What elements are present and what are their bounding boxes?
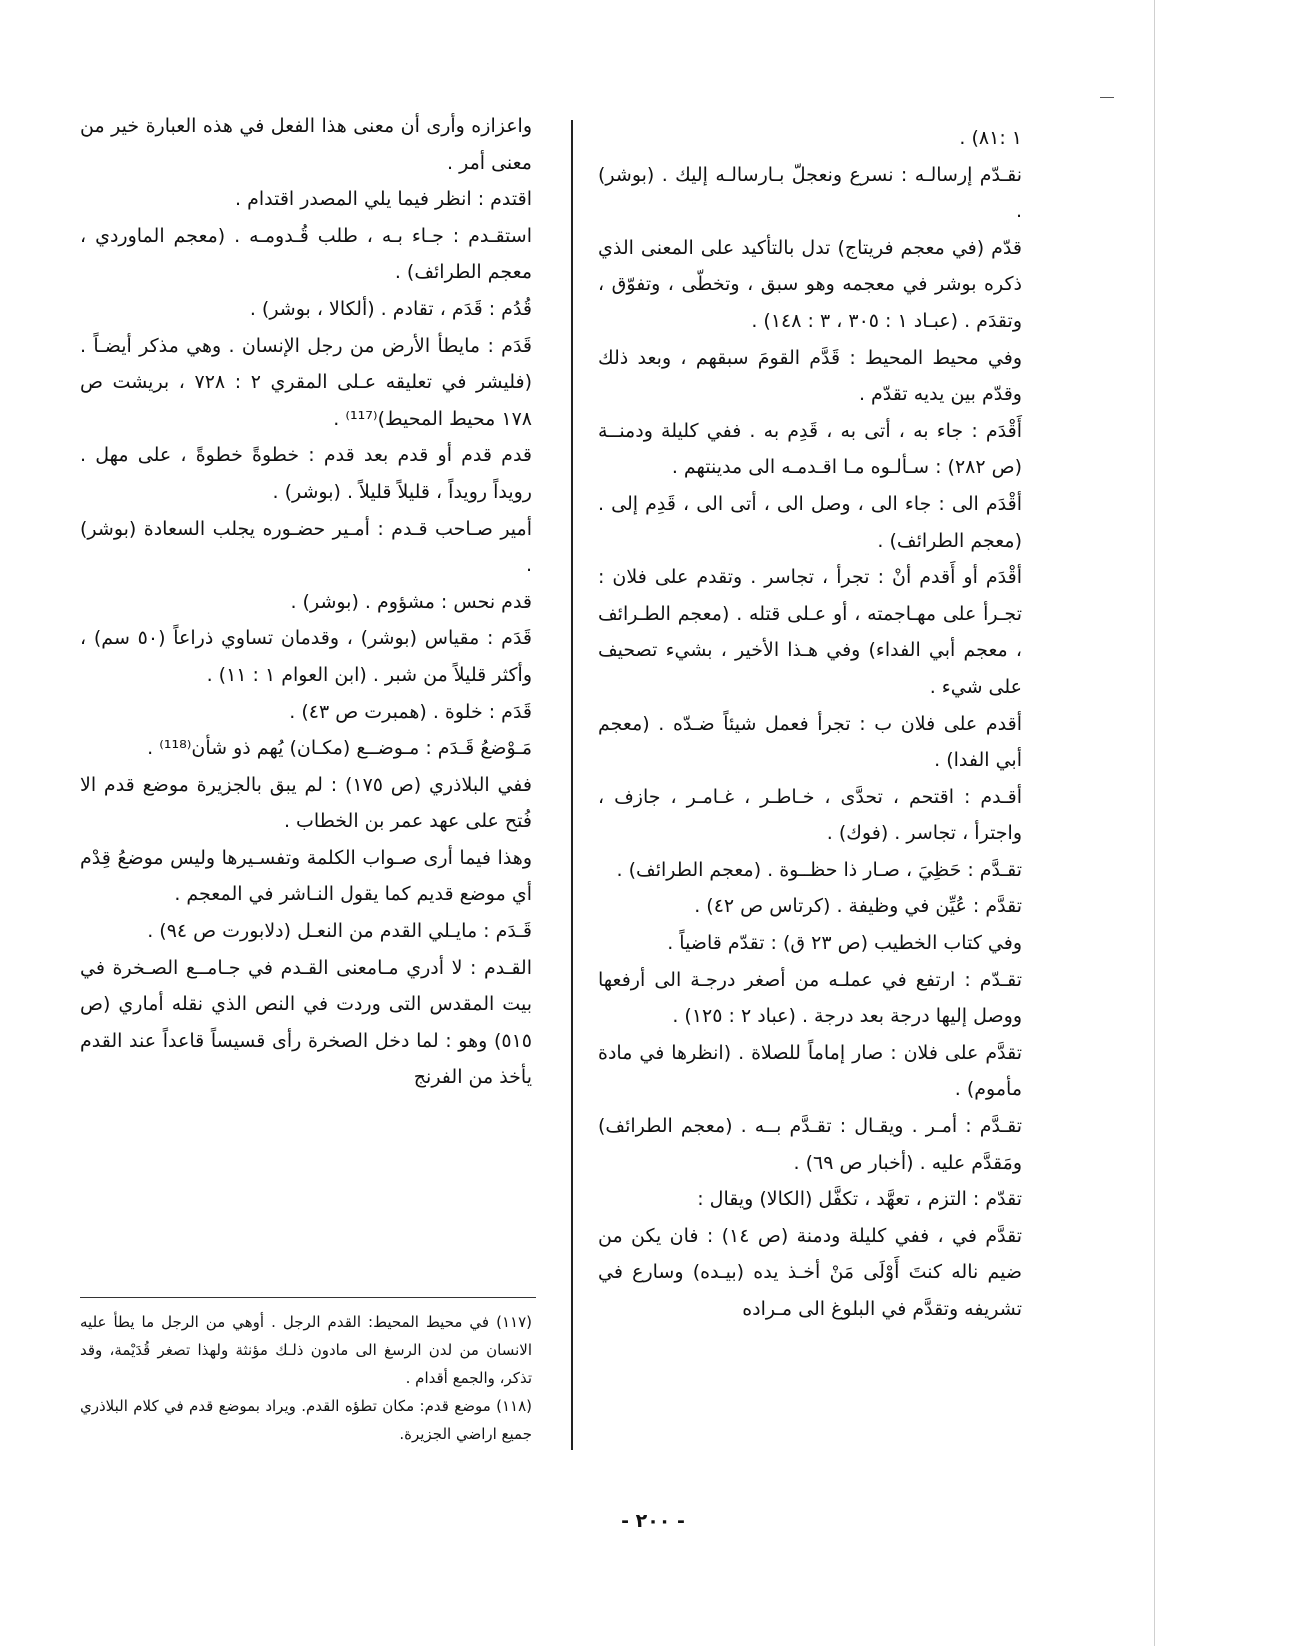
- paragraph: وفي كتاب الخطيب (ص ٢٣ ق) : تقدّم قاضياً .: [667, 932, 1022, 955]
- paragraph: تقدَّم في ، ففي كليلة ودمنة (ص ١٤) : فان يكن من ضيم ناله كنتَ أَوْلَى مَنْ أخـذ يده (بيـده) وسارع في تشريفه وتقدَّم في البلوغ الى مـراده: [598, 1224, 1022, 1320]
- paragraph: تقـدَّم : أمـر . ويقـال : تقـدَّم بــه . (معجم الطرائف) ومَقدَّم عليه . (أخبار ص ٦٩) .: [598, 1115, 1022, 1174]
- paragraph: أقْدَم الى : جاء الى ، وصل الى ، أتى الى ، قَدِم إلى . (معجم الطرائف) .: [598, 492, 1022, 552]
- paragraph: تقـدّم : ارتفع في عملـه من أصغر درجـة الى أرفعها ووصل إليها درجة بعد درجة . (عباد ٢ : ١٢٥) .: [598, 968, 1022, 1028]
- paragraph: أقـدم : اقتحم ، تحدَّى ، خـاطـر ، غـامـر ، جازف ، واجترأ ، تجاسر . (فوك) .: [598, 785, 1022, 845]
- paragraph: أَقْدَم : جاء به ، أتى به ، قَدِم به . ففي كليلة ودمنــة (ص ٢٨٢) : سـألـوه مـا اقـدمـه الى مدينتهم .: [598, 419, 1022, 479]
- paragraph: نقـدّم إرسالـه : نسرع ونعجلّ بـارسالـه إليك . (بوشر) .: [598, 163, 1022, 223]
- footnote-118: (١١٨) موضع قدم: مكان تطؤه القدم. ويراد بموضع قدم في كلام البلاذري جميع اراضي الجزيرة.: [80, 1397, 532, 1443]
- paragraph: أمير صـاحب قـدم : أمـير حضـوره يجلب السعادة (بوشر) .: [80, 517, 532, 577]
- paragraph: اقتدم : انظر فيما يلي المصدر اقتدام .: [235, 188, 532, 211]
- paragraph: تقدَّم : عُيِّن في وظيفة . (كرتاس ص ٤٢) .: [694, 895, 1022, 918]
- page-number: - ٢٠٠ -: [621, 1510, 685, 1532]
- paragraph: ففي البلاذري (ص ١٧٥) : لم يبق بالجزيرة موضع قدم الا فُتح على عهد عمر بن الخطاب .: [80, 773, 532, 833]
- left-column: [80, 108, 532, 1096]
- paragraph: وفي محيط المحيط : قَدَّم القومَ سبقهم ، وبعد ذلك وقدّم بين يديه تقدّم .: [598, 346, 1022, 406]
- paragraph: قَدَم : مايطأ الأرض من رجل الإنسان . وهي مذكر أيضـاً . (فليشر في تعليقه عـلى المقري ٢ : ٧٢٨ ، بريشت ص ١٧٨ محيط المحيط)⁽¹¹⁷⁾ .: [80, 334, 533, 430]
- footnote-117: (١١٧) في محيط المحيط: القدم الرجل . أوهي من الرجل ما يطأ عليه الانسان من لدن الرسغ الى مادون ذلـك مؤنثة ولهذا تصغر قُدَيْمة، وقد تذكر، والجمع أقدام .: [80, 1313, 532, 1387]
- paragraph: تقدّم : التزم ، تعهَّد ، تكفَّل (الكالا) ويقال :: [697, 1188, 1022, 1211]
- column-divider: [571, 120, 573, 1450]
- paragraph: أقْدَم أو أَقدم أنْ : تجرأ ، تجاسر . وتقدم على فلان : تجـرأ على مهـاجمته ، أو عـلى قتله . (معجم الطـرائف ، معجم أبي الفداء) وفي هـذا الأخير ، بشيء تصحيف على شيء .: [598, 566, 1022, 698]
- footnotes: [80, 1308, 532, 1448]
- paragraph: أقدم على فلان ب : تجرأ فعمل شيئاً ضـدّه . (معجم أبي الفدا) .: [598, 712, 1022, 772]
- paragraph: مَـوْضعُ قَـدَم : مـوضــع (مكـان) يُهم ذو شأن⁽¹¹⁸⁾ .: [147, 737, 532, 760]
- paragraph: قَـدَم : مايـلي القدم من النعـل (دلابورت ص ٩٤) .: [147, 920, 532, 943]
- paragraph: وهذا فيما أرى صـواب الكلمة وتفسـيرها وليس موضعُ قِدْم أي موضع قديم كما يقول النـاشر في المعجم .: [80, 846, 532, 906]
- paragraph: قدم قدم أو قدم بعد قدم : خطوةً خطوةً ، على مهل . رويداً رويداً ، قليلاً قليلاً . (بوشر) .: [80, 444, 532, 503]
- footnote-rule: [80, 1297, 536, 1298]
- paragraph: تقـدَّم : حَظِيَ ، صـار ذا حظــوة . (معجم الطرائف) .: [616, 858, 1022, 881]
- paragraph: القـدم : لا أدري مـامعنى القـدم في جـامــع الصـخرة في بيت المقدس التى وردت في النص الذي نقله أماري (ص ٥١٥) وهو : لما دخل الصخرة رأى قسيساً قاعداً عند القدم يأخذ من الفرنج: [80, 956, 532, 1089]
- paragraph: ١ :٨١) .: [959, 127, 1022, 149]
- paragraph: قدّم (في معجم فريتاج) تدل بالتأكيد على المعنى الذي ذكره بوشر في معجمه وهو سبق ، وتخطّى ، وتفوّق ، وتقدَم . (عبـاد ١ : ٣٠٥ ، ٣ : ١٤٨) .: [598, 236, 1022, 332]
- paragraph: قدم نحس : مشؤوم . (بوشر) .: [290, 590, 532, 613]
- paragraph: قُدُم : قَدَم ، تقادم . (ألكالا ، بوشر) .: [249, 297, 532, 320]
- right-column: [598, 120, 1022, 1328]
- paragraph: واعزازه وأرى أن معنى هذا الفعل في هذه العبارة خير من معنى أمر .: [80, 115, 532, 174]
- scan-mark: [1100, 97, 1114, 98]
- paragraph: قَدَم : مقياس (بوشر) ، وقدمان تساوي ذراعاً (٥٠ سم) ، وأكثر قليلاً من شبر . (ابن العوام ١ : ١١) .: [80, 627, 532, 686]
- paragraph: قَدَم : خلوة . (همبرت ص ٤٣) .: [289, 700, 532, 723]
- paragraph: تقدَّم على فلان : صار إماماً للصلاة . (انظرها في مادة مأموم) .: [598, 1041, 1022, 1101]
- paragraph: استقـدم : جـاء بـه ، طلب قُـدومـه . (معجم الماوردي ، معجم الطرائف) .: [80, 224, 532, 284]
- scan-margin-line: [1154, 0, 1155, 1646]
